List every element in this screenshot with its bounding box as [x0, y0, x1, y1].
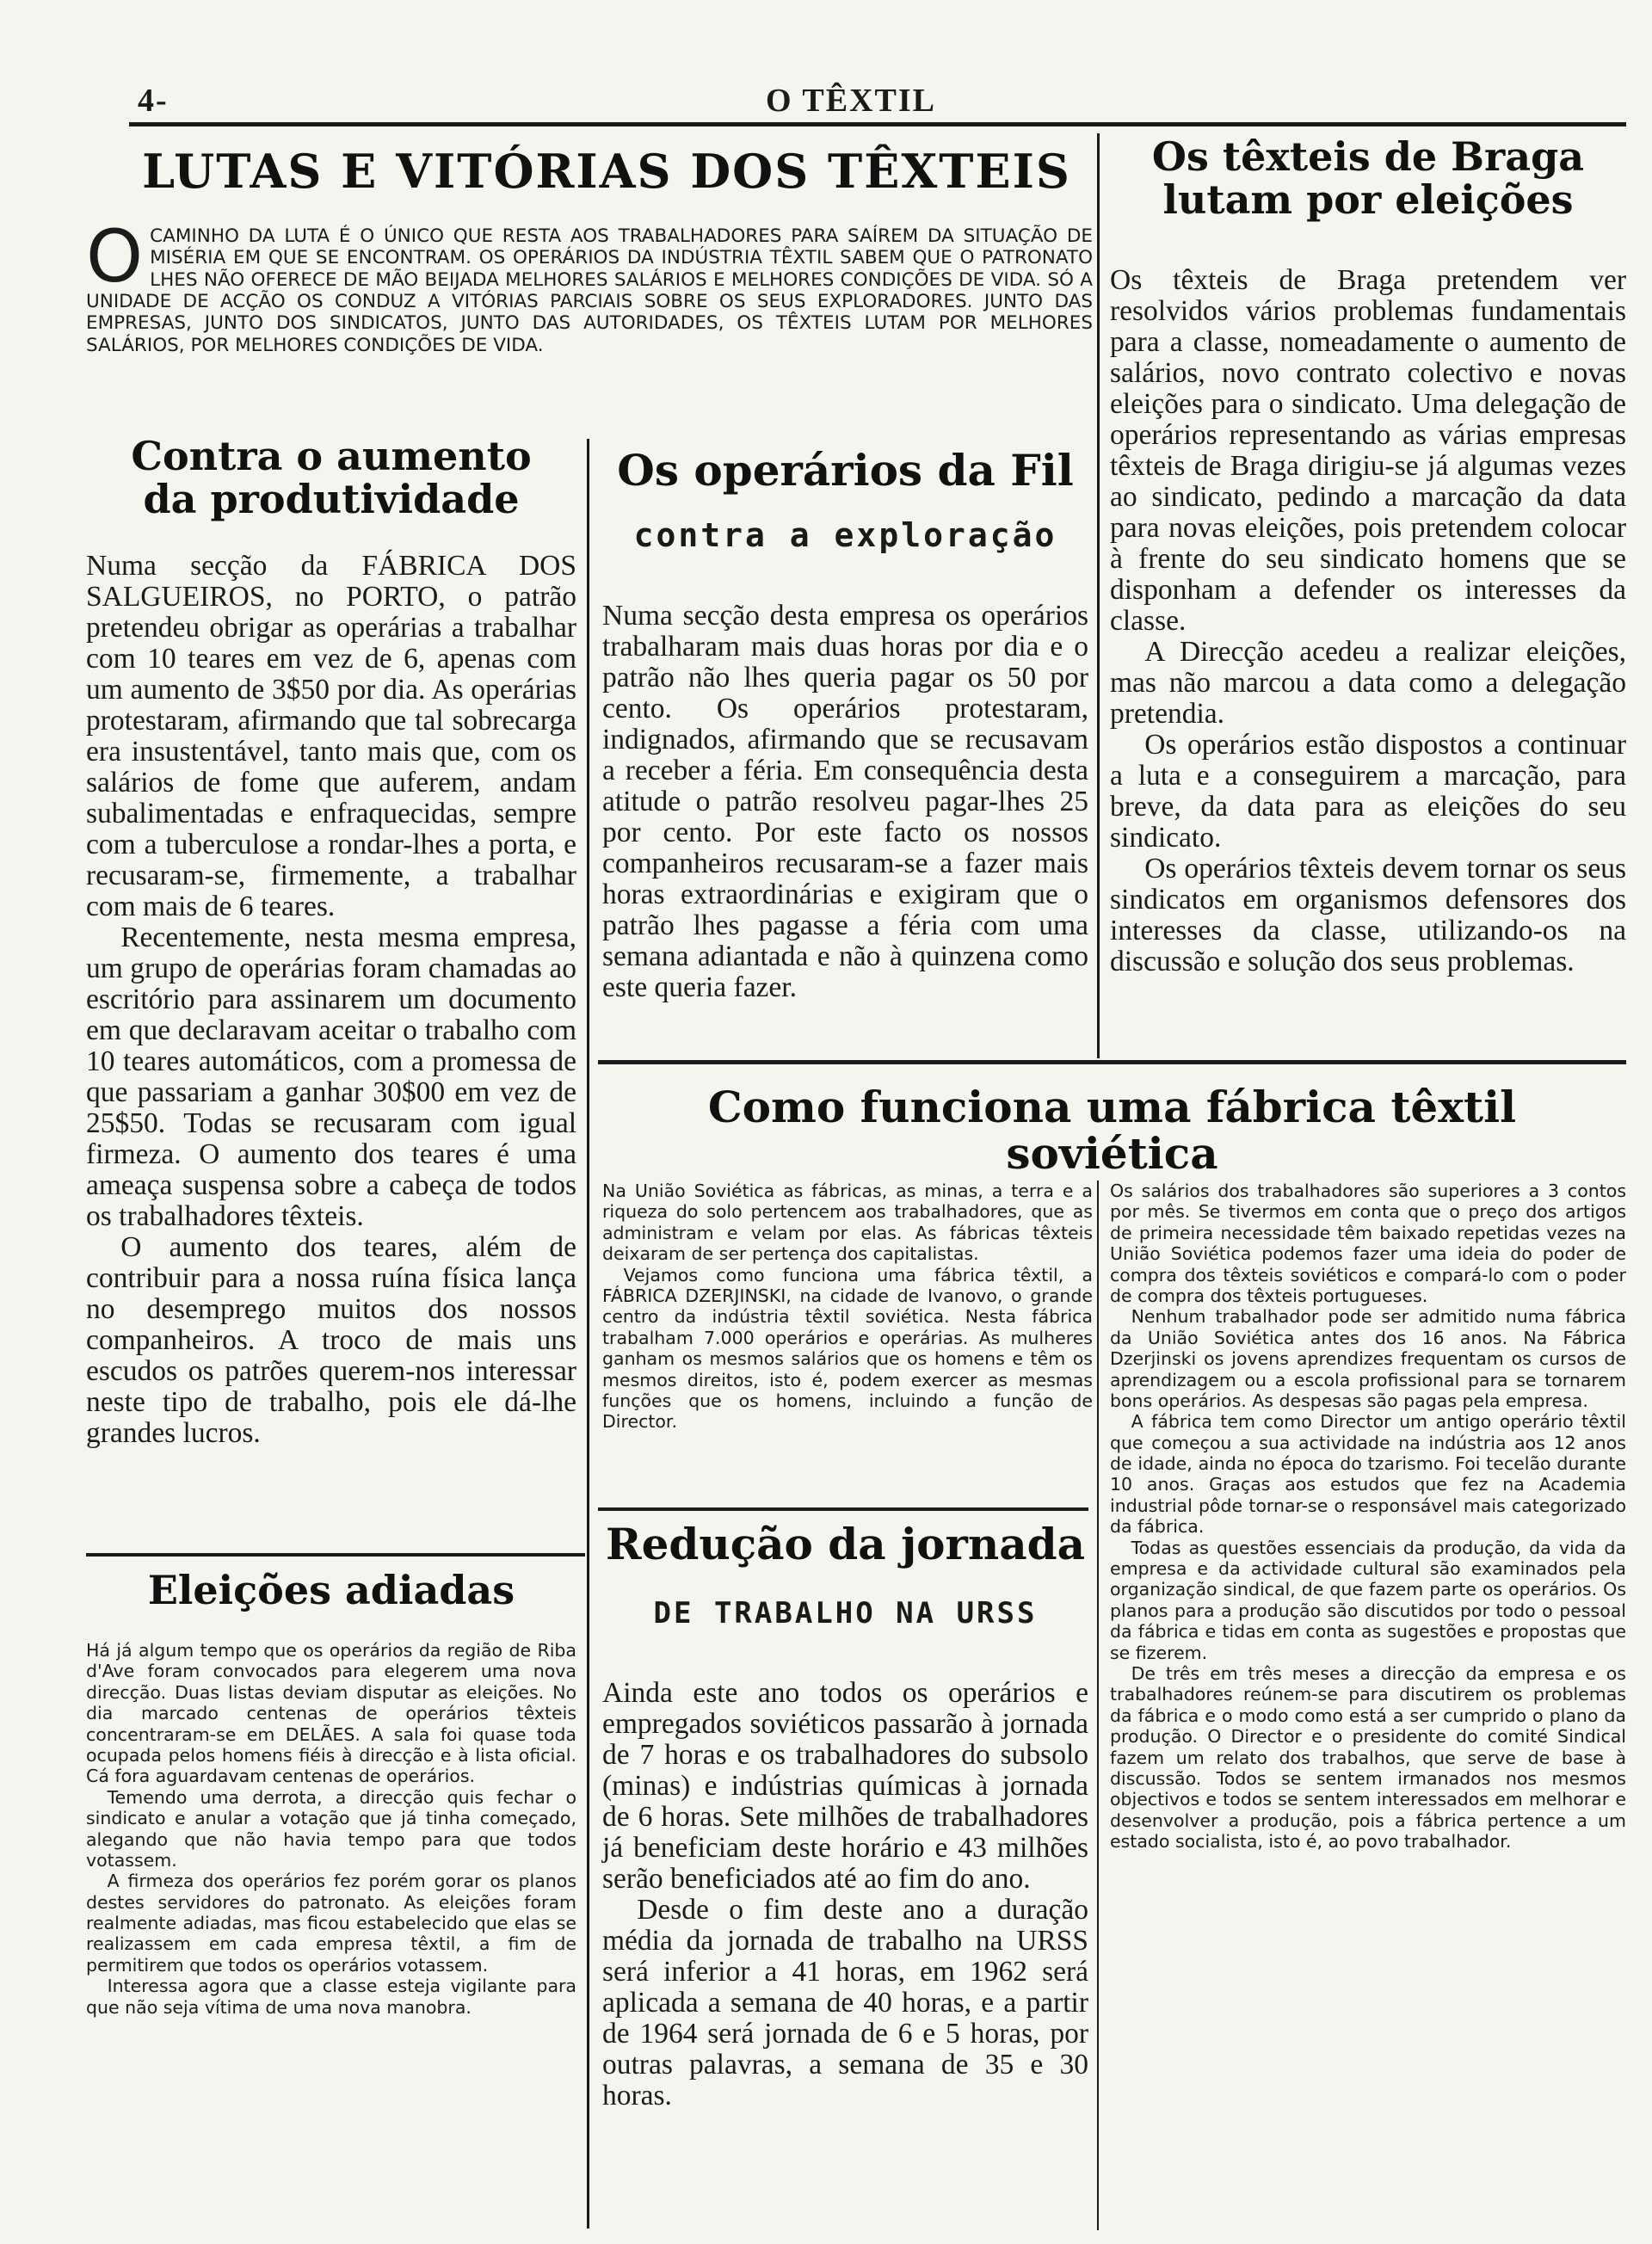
braga-paragraph: Os têxteis de Braga pretendem ver resolvidos vários problemas fundamentais para a classe, nomeadamente o aumento de salários, novo contrato colectivo e novas eleições para o sindicato. Uma delegação de operários representando as várias empresas têxteis de Braga dirigiu-se já algumas vezes ao sindicato, pedindo a marcação da data para novas eleições, pois pretendem colocar à frente do seu sindicato homens que se disponham a defender os interesses da classe. — [1110, 264, 1626, 637]
lead-text: CAMINHO DA LUTA É O ÚNICO QUE RESTA AOS TRABALHADORES PARA SAÍREM DA SITUAÇÃO DE MISÉRIA EM QUE SE ENCONTRAM. OS OPERÁRIOS DA INDÚSTRIA TÊXTIL SABEM QUE O PATRONATO LHES NÃO OFERECE DE MÃO BEIJADA MELHORES SALÁRIOS E MELHORES CONDIÇÕES DE VIDA. SÓ A UNIDADE DE ACÇÃO OS CONDUZ A VITÓRIAS PARCIAIS SOBRE OS SEUS EXPLORADORES. JUNTO DAS EMPRESAS, JUNTO DOS SINDICATOS, JUNTO DAS AUTORIDADES, OS TÊXTEIS LUTAM POR MELHORES SALÁRIOS, POR MELHORES CONDIÇÕES DE VIDA. — [86, 225, 1093, 356]
jornada-top-rule — [598, 1507, 1088, 1511]
produtividade-title-line2: da produtividade — [143, 475, 520, 522]
sovietica-paragraph: Os salários dos trabalhadores são superiores a 3 contos por mês. Se tivermos em conta que o preço dos artigos de primeira necessidade têm baixado repetidas vezes na União Soviética podemos fazer uma ideia do poder de compra dos têxteis soviéticos e compará-lo com o poder de compra dos têxteis portugueses. — [1110, 1181, 1626, 1306]
braga-title-line1: Os têxteis de Braga — [1151, 133, 1585, 180]
produtividade-title — [86, 435, 576, 521]
eleicoes-paragraph: Há já algum tempo que os operários da região de Riba d'Ave foram convocados para elegerem uma nova direcção. Duas listas deviam disputar as eleições. No dia marcado centenas de operários têxteis concentraram-se em DELÃES. A sala foi quase toda ocupada pelos homens fiéis à direcção e à lista oficial. Cá fora aguardavam centenas de operários. — [86, 1640, 576, 1787]
column-divider-left — [587, 439, 589, 2229]
braga-title — [1110, 133, 1626, 223]
lead-title: LUTAS E VITÓRIAS DOS TÊXTEIS — [142, 144, 1071, 199]
journal-title: O TÊXTIL — [766, 83, 936, 119]
header-rule — [129, 122, 1626, 126]
sovietica-paragraph: Vejamos como funciona uma fábrica têxtil, a FÁBRICA DZERJINSKI, na cidade de Ivanovo, o grande centro da indústria têxtil soviética. Nesta fábrica trabalham 7.000 operários e operárias. As mulheres ganham os mesmos salários que os homens e têm os mesmos direitos, isto é, podem exercer as mesmas funções que os homens, incluindo a função de Director. — [602, 1264, 1093, 1433]
jornada-article — [602, 1678, 1088, 2111]
fil-title: Os operários da Fil — [617, 445, 1074, 496]
produtividade-paragraph: Recentemente, nesta mesma empresa, um grupo de operárias foram chamadas ao escritório para assinarem um documento em que declaravam aceitar o trabalho com 10 teares automáticos, com a promessa de que passariam a ganhar 30$00 em vez de 25$50. Todas se recusaram com igual firmeza. O aumento dos teares é uma ameaça suspensa sobre a cabeça de todos os trabalhadores têxteis. — [86, 922, 576, 1232]
eleicoes-title: Eleições adiadas — [147, 1567, 515, 1613]
eleicoes-paragraph: A firmeza dos operários fez porém gorar os planos destes servidores do patronato. As eleições foram realmente adiadas, mas ficou estabelecido que elas se realizassem em cada empresa têxtil, a fim de permitirem que todos os operários votassem. — [86, 1871, 576, 1976]
sovietica-paragraph: Na União Soviética as fábricas, as minas, a terra e a riqueza do solo pertencem aos trabalhadores, que as administram e velam por elas. As fábricas têxteis deixaram de ser pertença dos capitalistas. — [602, 1181, 1093, 1265]
jornada-paragraph: Desde o fim deste ano a duração média da jornada de trabalho na URSS será inferior a 41 horas, em 1962 será aplicada a semana de 40 horas, e a partir de 1964 será jornada de 6 e 5 horas, por outras palavras, a semana de 35 e 30 horas. — [602, 1894, 1088, 2111]
eleicoes-top-rule — [86, 1553, 585, 1557]
lead-dropcap: O — [86, 214, 144, 299]
sovietica-title: Como funciona uma fábrica têxtil soviética — [707, 1082, 1517, 1179]
eleicoes-article — [86, 1640, 576, 2018]
sovietica-paragraph: A fábrica tem como Director um antigo operário têxtil que começou a sua actividade na indústria aos 12 anos de idade, ainda no época do tzarismo. Foi tecelão durante 10 anos. Graças aos estudos que fez na Academia industrial pôde tornar-se o responsável mais categorizado da fábrica. — [1110, 1411, 1626, 1538]
lead-article-body — [86, 214, 1093, 356]
sovietica-column-divider — [1097, 1181, 1099, 2230]
braga-paragraph: A Direcção acedeu a realizar eleições, mas não marcou a data como a delegação pretendia. — [1110, 636, 1626, 730]
braga-title-line2: lutam por eleições — [1162, 176, 1574, 223]
sovietica-paragraph: Nenhum trabalhador pode ser admitido numa fábrica da União Soviética antes dos 16 anos. Na Fábrica Dzerjinski os jovens aprendizes frequentam os cursos de aprendizagem ou a escola profissional para se tornarem bons operários. As despesas são pagas pela empresa. — [1110, 1306, 1626, 1411]
jornada-paragraph: Ainda este ano todos os operários e empregados soviéticos passarão à jornada de 7 horas e os trabalhadores do subsolo (minas) e indústrias químicas à jornada de 6 horas. Sete milhões de trabalhadores já beneficiam deste horário e 43 milhões serão beneficiados até ao fim do ano. — [602, 1677, 1088, 1895]
sovietica-paragraph: De três em três meses a direcção da empresa e os trabalhadores reúnem-se para discutirem os problemas da fábrica e o modo como está a ser cumprido o plano da produção. O Director e o presidente do comité Sindical fazem um relato dos trabalhos, que serve de base à discussão. Todos se sentem irmanados nos mesmos objectivos e todos se sentem interessados em melhorar e desenvolver a produção, pois a fábrica pertence a um estado socialista, isto é, ao povo trabalhador. — [1110, 1662, 1626, 1853]
fil-paragraph: Numa secção desta empresa os operários trabalharam mais duas horas por dia e o patrão não lhes queria pagar os 50 por cento. Os operários protestaram, indignados, afirmando que se recusavam a receber a féria. Em consequência desta atitude o patrão resolveu pagar-lhes 25 por cento. Por este facto os nossos companheiros recusaram-se a fazer mais horas extraordinárias e exigiram que o patrão lhes pagasse a féria com uma semana adiantada e não à quinzena como este queria fazer. — [602, 600, 1088, 1003]
produtividade-paragraph: O aumento dos teares, além de contribuir para a nossa ruína física lança no desemprego muitos dos nossos companheiros. A troco de mais uns escudos os patrões querem-nos interessar neste tipo de trabalho, pois ele dá-lhe grandes lucros. — [86, 1231, 576, 1449]
sovietica-left-column — [602, 1181, 1093, 1433]
produtividade-article — [86, 551, 576, 1449]
sovietica-right-column — [1110, 1181, 1626, 1853]
jornada-subtitle: DE TRABALHO NA URSS — [653, 1596, 1038, 1631]
page-number: 4- — [138, 83, 169, 119]
produtividade-title-line1: Contra o aumento — [131, 433, 532, 479]
sovietica-paragraph: Todas as questões essenciais da produção, da vida da empresa e da actividade cultural são examinados pela organização sindical, de que fazem parte os operários. Os planos para a produção são discutidos por todo o pessoal da fábrica e tidas em conta as sugestões e propostas que se fizerem. — [1110, 1537, 1626, 1663]
fil-article — [602, 601, 1088, 1003]
column-divider-right — [1097, 133, 1100, 1058]
braga-paragraph: Os operários estão dispostos a continuar a luta e a conseguirem a marcação, para breve, da data para as eleições do seu sindicato. — [1110, 729, 1626, 854]
soviet-top-rule — [598, 1060, 1626, 1064]
braga-paragraph: Os operários têxteis devem tornar os seus sindicatos em organismos defensores dos interesses da classe, utilizando-os na discussão e solução dos seus problemas. — [1110, 853, 1626, 977]
jornada-title: Redução da jornada — [606, 1519, 1085, 1569]
eleicoes-paragraph: Temendo uma derrota, a direcção quis fechar o sindicato e anular a votação que já tinha começado, alegando que não havia tempo para que todos votassem. — [86, 1786, 576, 1871]
braga-article — [1110, 265, 1626, 977]
produtividade-paragraph: Numa secção da FÁBRICA DOS SALGUEIROS, no PORTO, o patrão pretendeu obrigar as operárias a trabalhar com 10 teares em vez de 6, apenas com um aumento de 3$50 por dia. As operárias protestaram, afirmando que tal sobrecarga era insustentável, tanto mais que, com os salários de fome que auferem, andam subalimentadas e enfraquecidas, sempre com a tuberculose a rondar-lhes a porta, e recusaram-se, firmemente, a trabalhar com mais de 6 teares. — [86, 550, 576, 922]
fil-subtitle: contra a exploração — [633, 516, 1057, 554]
eleicoes-paragraph: Interessa agora que a classe esteja vigilante para que não seja vítima de uma nova manobra. — [86, 1976, 576, 2018]
